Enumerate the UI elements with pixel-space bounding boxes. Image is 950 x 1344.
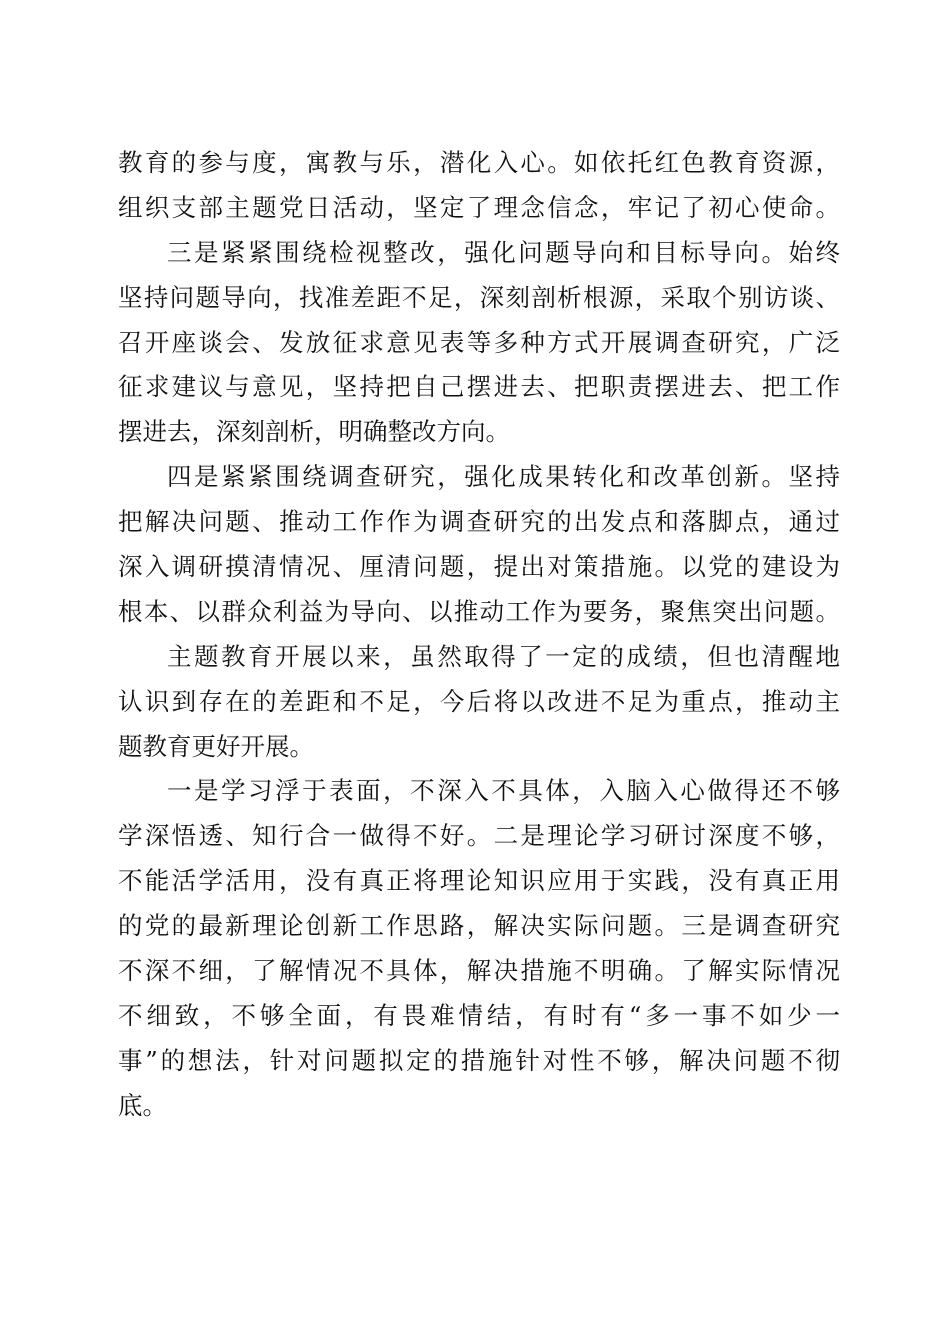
text-line: 的党的最新理论创新工作思路，解决实际问题。三是调查研究: [118, 911, 840, 941]
text-line: 召开座谈会、发放征求意见表等多种方式开展调查研究，广泛: [118, 327, 840, 357]
text-line: 不深不细，了解情况不具体，解决措施不明确。了解实际情况: [118, 956, 840, 986]
paragraph-first-line: 主题教育开展以来，虽然取得了一定的成绩，但也清醒地: [167, 641, 840, 671]
text-line: 深入调研摸清情况、厘清问题，提出对策措施。以党的建设为: [118, 552, 840, 582]
text-line: 题教育更好开展。: [118, 731, 314, 761]
text-line: 组织支部主题党日活动，坚定了理念信念，牢记了初心使命。: [118, 192, 840, 222]
text-line: 坚持问题导向，找准差距不足，深刻剖析根源，采取个别访谈、: [118, 282, 840, 312]
body-text: [118, 141, 840, 1129]
text-line: 底。: [118, 1090, 167, 1120]
text-line: 不能活学活用，没有真正将理论知识应用于实践，没有真正用: [118, 866, 840, 896]
text-line: 把解决问题、推动工作作为调查研究的出发点和落脚点，通过: [118, 507, 840, 537]
text-line: 根本、以群众利益为导向、以推动工作为要务，聚焦突出问题。: [118, 596, 840, 626]
text-line: 学深悟透、知行合一做得不好。二是理论学习研讨深度不够，: [118, 821, 840, 851]
paragraph-first-line: 一是学习浮于表面，不深入不具体，入脑入心做得还不够: [167, 776, 840, 806]
text-line: 事”的想法，针对问题拟定的措施针对性不够，解决问题不彻: [118, 1045, 840, 1075]
text-line: 摆进去，深刻剖析，明确整改方向。: [118, 417, 510, 447]
text-line: 认识到存在的差距和不足，今后将以改进不足为重点，推动主: [118, 686, 840, 716]
paragraph-first-line: 三是紧紧围绕检视整改，强化问题导向和目标导向。始终: [167, 237, 840, 267]
text-line: 征求建议与意见，坚持把自己摆进去、把职责摆进去、把工作: [118, 372, 840, 402]
text-line: 教育的参与度，寓教与乐，潜化入心。如依托红色教育资源，: [118, 148, 840, 177]
text-line: 不细致，不够全面，有畏难情结，有时有“多一事不如少一: [118, 1000, 840, 1030]
paragraph-first-line: 四是紧紧围绕调查研究，强化成果转化和改革创新。坚持: [167, 462, 840, 492]
